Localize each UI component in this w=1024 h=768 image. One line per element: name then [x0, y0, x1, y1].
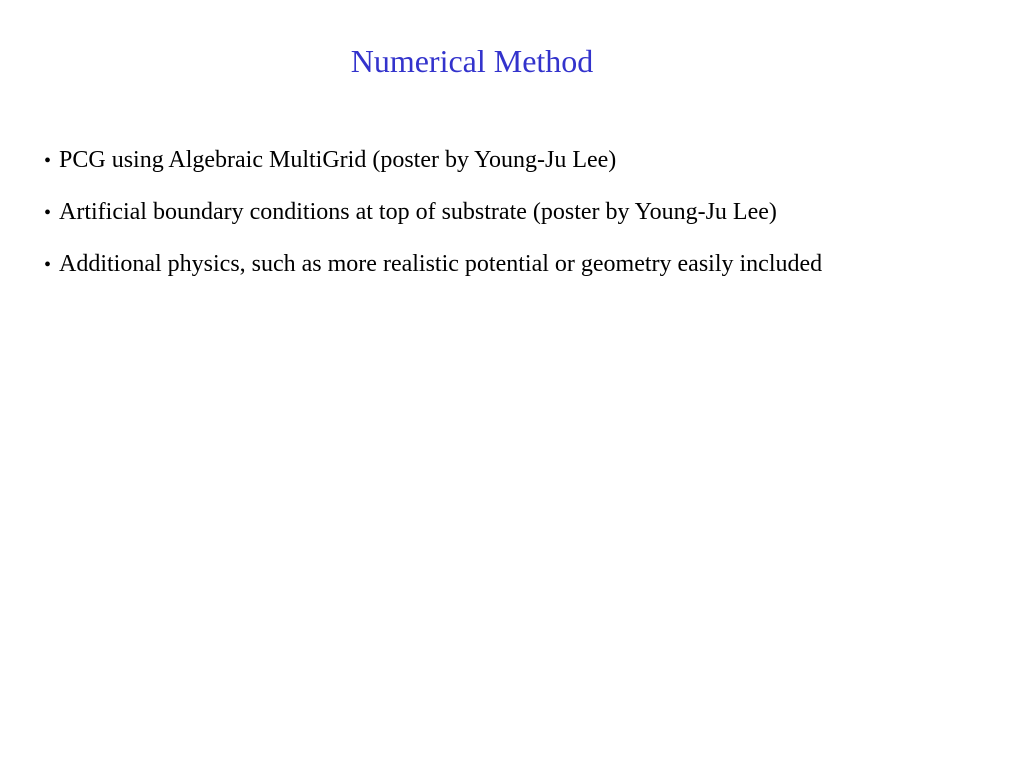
bullet-list	[44, 143, 1014, 299]
slide-title: Numerical Method	[350, 43, 594, 79]
bullet-text: Artificial boundary conditions at top of substrate (poster by Young-Ju Lee)	[59, 199, 777, 225]
bullet-item	[44, 143, 1014, 195]
bullet-item	[44, 247, 1014, 299]
bullet-text: PCG using Algebraic MultiGrid (poster by Young-Ju Lee)	[59, 147, 617, 173]
bullet-dot-icon: •	[44, 202, 52, 224]
bullet-text: Additional physics, such as more realistic potential or geometry easily included	[59, 251, 823, 277]
bullet-dot-icon: •	[44, 254, 52, 276]
bullet-item	[44, 195, 1014, 247]
bullet-dot-icon: •	[44, 150, 52, 172]
